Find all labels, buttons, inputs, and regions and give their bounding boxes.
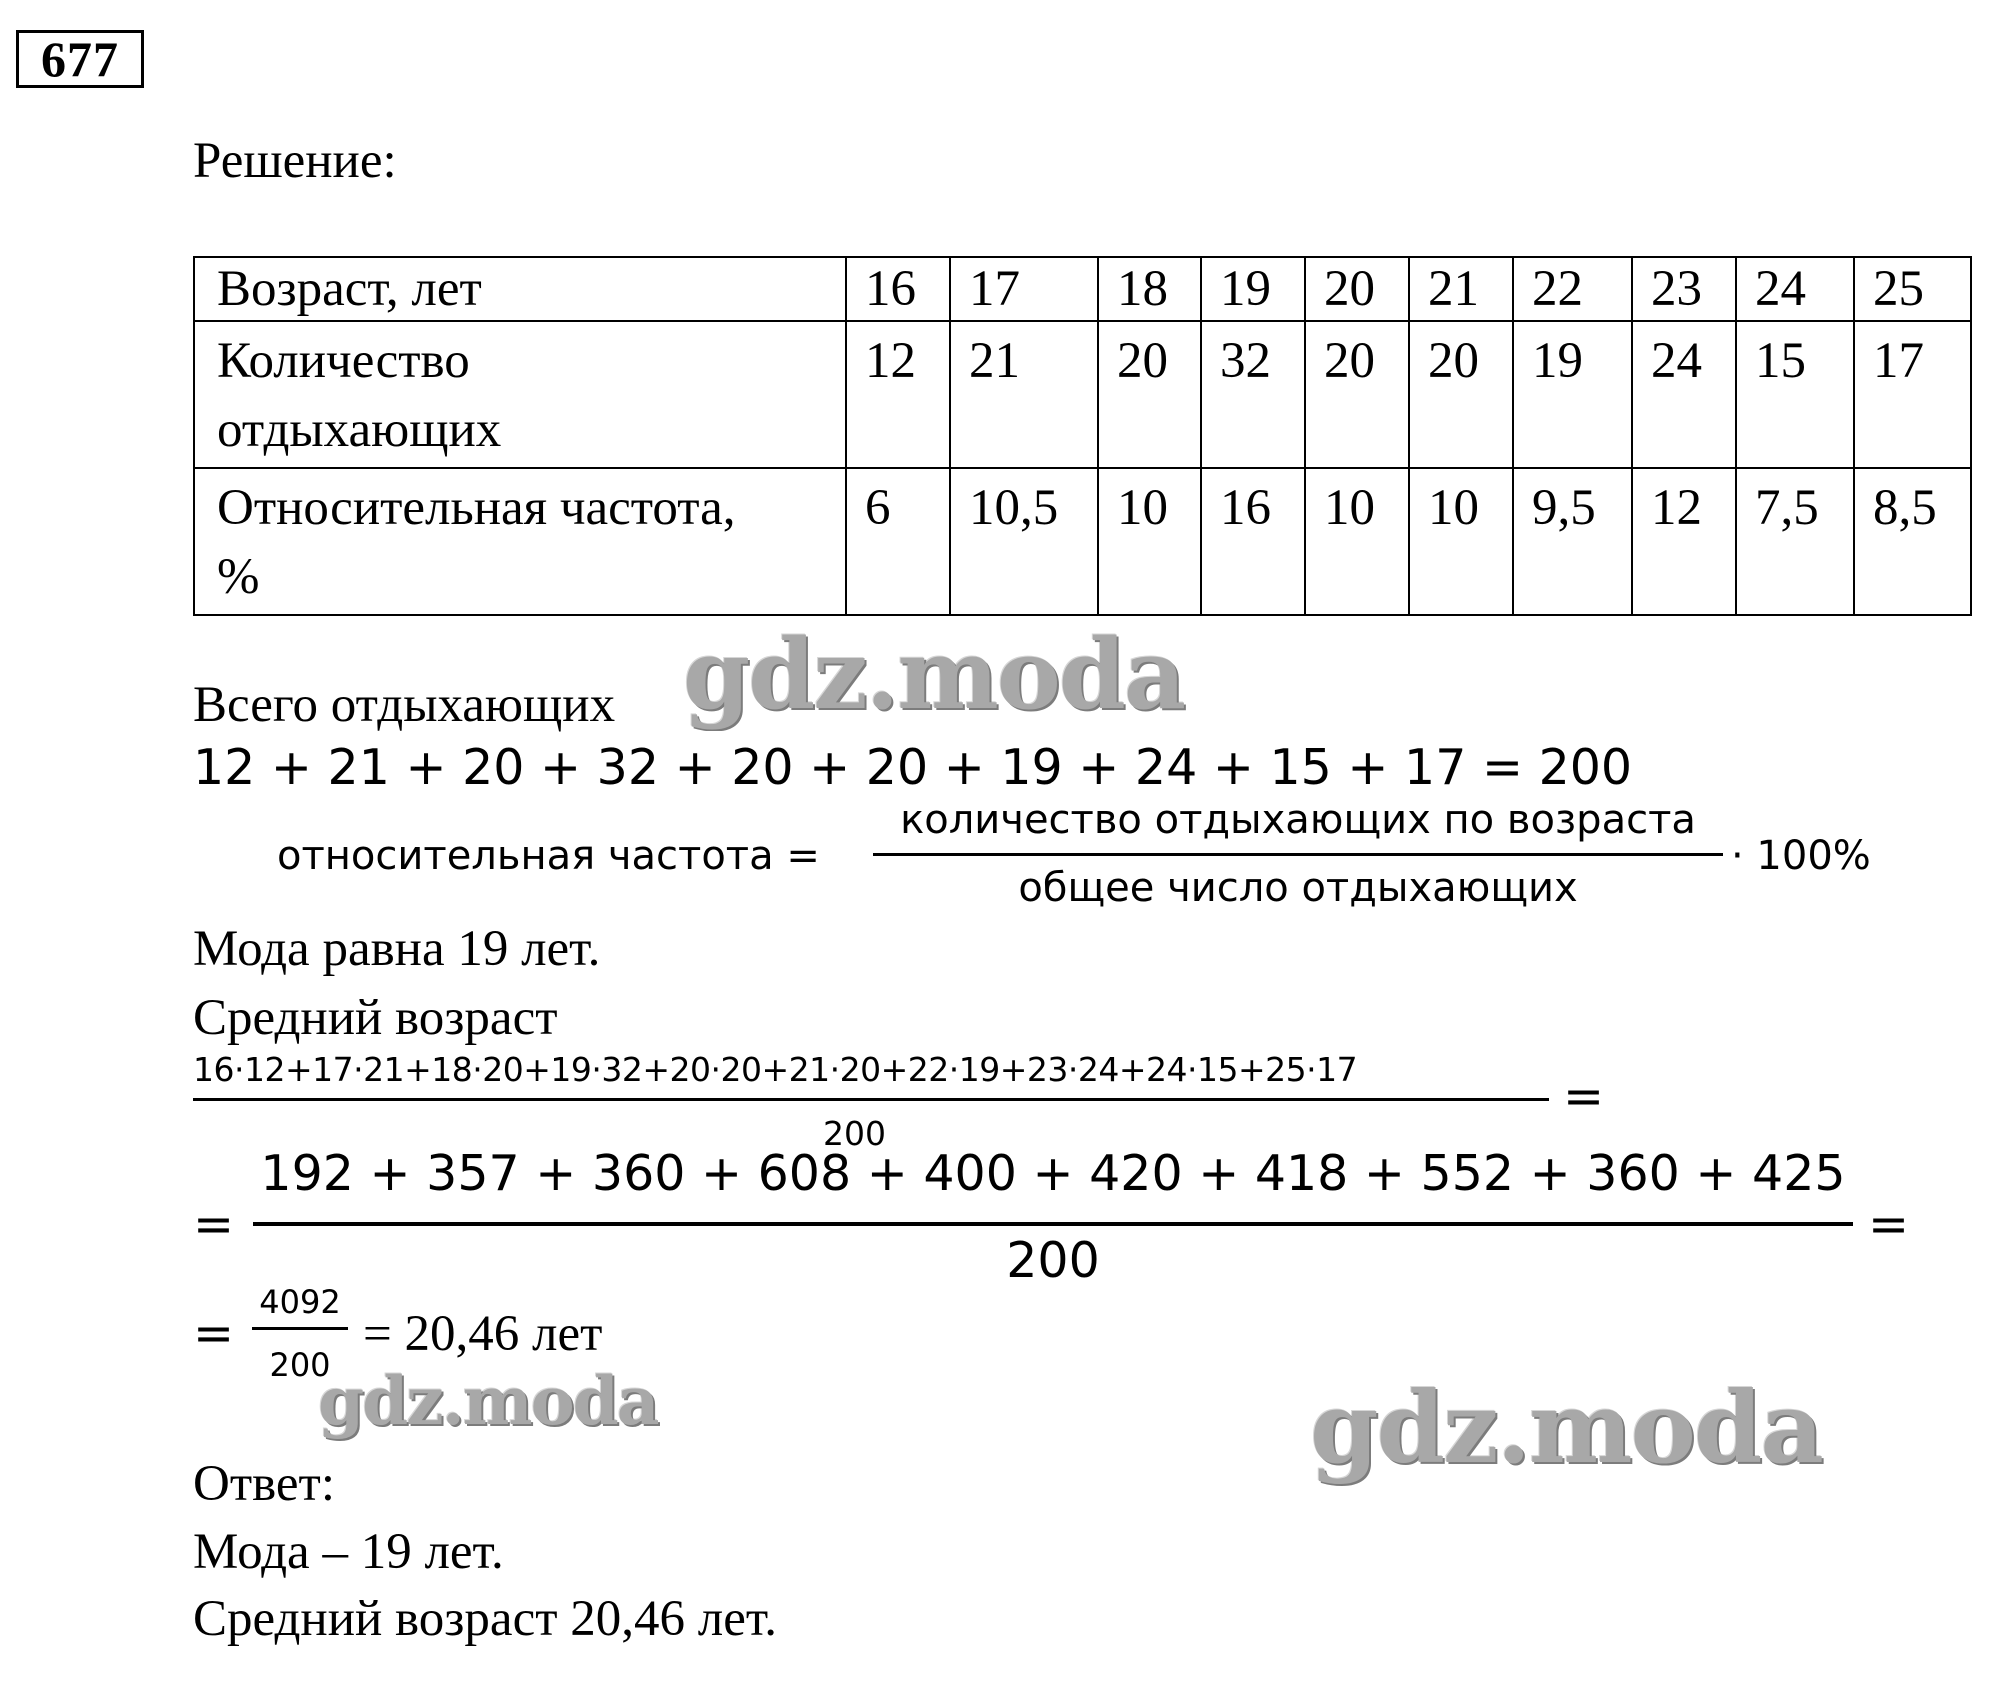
age-cell: 18 xyxy=(1098,257,1201,321)
total-sum-expression: 12 + 21 + 20 + 32 + 20 + 20 + 19 + 24 + 15 + 17 = 200 xyxy=(193,739,1633,796)
age-cell: 17 xyxy=(950,257,1098,321)
mean-denominator-2: 200 xyxy=(1006,1232,1100,1289)
mean-fraction-bar-1 xyxy=(193,1098,1549,1101)
row-label-frequency-line: % xyxy=(217,549,260,605)
frequency-cell: 10 xyxy=(1409,468,1513,615)
count-cell: 19 xyxy=(1513,321,1632,468)
age-cell: 21 xyxy=(1409,257,1513,321)
count-cell: 24 xyxy=(1632,321,1736,468)
age-cell: 16 xyxy=(846,257,950,321)
mode-statement: Мода равна 19 лет. xyxy=(193,921,601,977)
mean-numerator-3: 4092 xyxy=(259,1283,341,1321)
answer-label: Ответ: xyxy=(193,1456,335,1512)
count-cell: 32 xyxy=(1201,321,1305,468)
table-row-counts xyxy=(194,321,1971,468)
mean-numerator-1: 16·12+17·21+18·20+19·32+20·20+21·20+22·19+23·24+24·15+25·17 xyxy=(193,1050,1358,1089)
age-cell: 19 xyxy=(1201,257,1305,321)
count-cell: 17 xyxy=(1854,321,1971,468)
age-cell: 22 xyxy=(1513,257,1632,321)
row-label-count-line: Количество xyxy=(217,333,470,389)
count-cell: 20 xyxy=(1098,321,1201,468)
table-row-ages xyxy=(194,257,1971,321)
row-label-count xyxy=(194,321,846,468)
watermark-text: gdz.moda xyxy=(318,1362,658,1440)
answer-mean: Средний возраст 20,46 лет. xyxy=(193,1591,778,1647)
frequency-cell: 10,5 xyxy=(950,468,1098,615)
table-row-frequencies xyxy=(194,468,1971,615)
watermark-text: gdz.moda xyxy=(683,618,1185,731)
frequency-cell: 6 xyxy=(846,468,950,615)
solution-label: Решение: xyxy=(193,133,397,189)
row-label-age: Возраст, лет xyxy=(194,257,846,321)
frequency-table xyxy=(193,256,1972,616)
frequency-cell: 10 xyxy=(1305,468,1409,615)
total-label: Всего отдыхающих xyxy=(193,677,616,733)
watermark-logo xyxy=(1310,1371,1822,1486)
count-cell: 21 xyxy=(950,321,1098,468)
formula-denominator: общее число отдыхающих xyxy=(1018,865,1578,911)
formula-numerator: количество отдыхающих по возраста xyxy=(900,797,1696,843)
count-cell: 20 xyxy=(1305,321,1409,468)
watermark-logo xyxy=(318,1362,658,1440)
mean-fraction-bar-3 xyxy=(252,1327,348,1330)
age-cell: 20 xyxy=(1305,257,1409,321)
equals-sign-2: = xyxy=(193,1196,235,1253)
count-cell: 15 xyxy=(1736,321,1854,468)
frequency-cell: 16 xyxy=(1201,468,1305,615)
equals-sign-1: = xyxy=(1563,1068,1605,1125)
mean-numerator-2: 192 + 357 + 360 + 608 + 400 + 420 + 418 + 552 + 360 + 425 xyxy=(260,1145,1846,1202)
frequency-cell: 7,5 xyxy=(1736,468,1854,615)
frequency-cell: 9,5 xyxy=(1513,468,1632,615)
row-label-frequency xyxy=(194,468,846,615)
formula-multiplier: · 100% xyxy=(1731,833,1871,879)
mean-result: = 20,46 лет xyxy=(363,1306,603,1362)
mean-denominator-3: 200 xyxy=(269,1346,331,1384)
equals-sign-4: = xyxy=(193,1305,235,1362)
row-label-count-line: отдыхающих xyxy=(217,402,502,458)
answer-mode: Мода – 19 лет. xyxy=(193,1524,504,1580)
frequency-cell: 8,5 xyxy=(1854,468,1971,615)
mean-denominator-1: 200 xyxy=(823,1114,886,1153)
count-cell: 20 xyxy=(1409,321,1513,468)
count-cell: 12 xyxy=(846,321,950,468)
age-cell: 25 xyxy=(1854,257,1971,321)
mean-fraction-bar-2 xyxy=(253,1222,1853,1226)
row-label-frequency-line: Относительная частота, xyxy=(217,480,736,536)
mean-label: Средний возраст xyxy=(193,990,558,1046)
watermark-logo xyxy=(683,618,1184,731)
age-cell: 23 xyxy=(1632,257,1736,321)
formula-fraction-bar xyxy=(873,853,1723,856)
age-cell: 24 xyxy=(1736,257,1854,321)
equals-sign-3: = xyxy=(1868,1196,1910,1253)
frequency-cell: 10 xyxy=(1098,468,1201,615)
problem-number-box: 677 xyxy=(16,30,144,88)
watermark-text: gdz.moda xyxy=(1310,1371,1822,1486)
formula-lhs: относительная частота = xyxy=(277,833,820,879)
frequency-cell: 12 xyxy=(1632,468,1736,615)
